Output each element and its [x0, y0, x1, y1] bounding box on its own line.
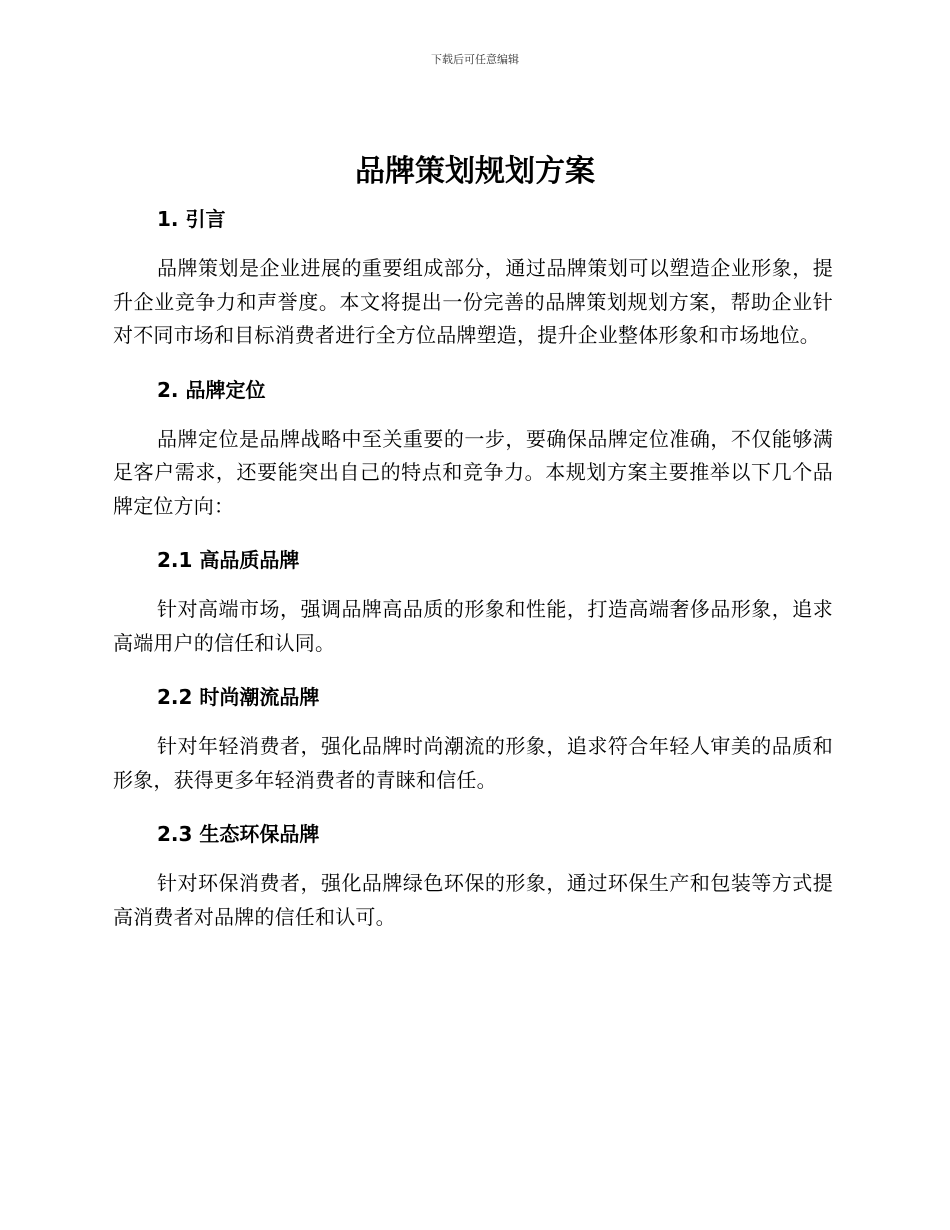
- section-paragraph: 品牌策划是企业进展的重要组成部分，通过品牌策划可以塑造企业形象，提升企业竞争力和声誉度。本文将提出一份完善的品牌策划规划方案，帮助企业针对不同市场和目标消费者进行全方位品牌塑造，提升企业整体形象和市场地位。: [113, 256, 833, 347]
- section-eco-brand: [113, 815, 833, 934]
- subsection-heading: 2.3 生态环保品牌: [157, 822, 320, 846]
- document-body: [113, 200, 833, 934]
- section-brand-positioning: [113, 371, 833, 524]
- document-title: 品牌策划规划方案: [355, 154, 595, 189]
- section-paragraph: 针对高端市场，强调品牌高品质的形象和性能，打造高端奢侈品形象，追求高端用户的信任和认同。: [113, 597, 833, 655]
- subsection-heading: 2.2 时尚潮流品牌: [157, 685, 320, 709]
- section-heading: 2. 品牌定位: [157, 377, 266, 402]
- section-paragraph: 针对年轻消费者，强化品牌时尚潮流的形象，追求符合年轻人审美的品质和形象，获得更多年轻消费者的青睐和信任。: [113, 734, 833, 792]
- section-introduction: [113, 200, 833, 353]
- subsection-heading: 2.1 高品质品牌: [157, 548, 300, 572]
- section-high-quality-brand: [113, 541, 833, 660]
- section-paragraph: 针对环保消费者，强化品牌绿色环保的形象，通过环保生产和包装等方式提高消费者对品牌的信任和认可。: [113, 871, 833, 929]
- section-fashion-brand: [113, 678, 833, 797]
- page-header-note: 下载后可任意编辑: [431, 53, 519, 66]
- section-heading: 1. 引言: [157, 207, 226, 231]
- section-paragraph: 品牌定位是品牌战略中至关重要的一步，要确保品牌定位准确，不仅能够满足客户需求，还要能突出自己的特点和竞争力。本规划方案主要推举以下几个品牌定位方向：: [113, 426, 833, 518]
